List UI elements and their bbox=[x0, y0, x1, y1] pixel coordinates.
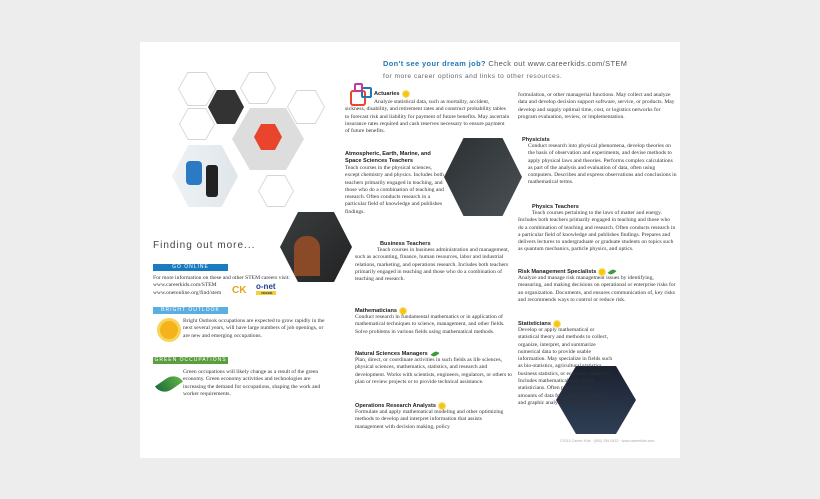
onet-logo-sub: ONLINE bbox=[256, 291, 276, 295]
career-title: Natural Sciences Managers bbox=[355, 351, 428, 357]
career-title: Operations Research Analysts bbox=[355, 403, 436, 409]
career-title: Business Teachers bbox=[380, 241, 431, 247]
section-title: Finding out more... bbox=[153, 240, 256, 251]
career-operations-research bbox=[355, 403, 510, 431]
career-title: Statisticians bbox=[518, 321, 551, 327]
career-body: Plan, direct, or coordinate activities in such fields as life sciences, physical sciences, mathematics, statistics, and research and development. Works with scientists, engineers, regulators, or others to plan or review projects or to provide technical assistance. bbox=[355, 357, 512, 385]
career-actuaries bbox=[374, 91, 509, 97]
career-body: Formulate and apply mathematical modeling and other optimizing methods to develop and interpret information that assists management with decision making, policy bbox=[355, 409, 504, 430]
career-continued-body: formulation, or other managerial functions. May collect and analyze data and develop decision support software, service, or products. May develop and supply optimal time, cost, or logistics networks for program evaluation, review, or implementation. bbox=[518, 92, 675, 120]
career-body: Conduct research in fundamental mathematics or in application of mathematical techniques to science, management, and other fields. Solve problems in various fields using mathematical methods. bbox=[355, 314, 505, 335]
sun-icon bbox=[160, 321, 178, 339]
career-statisticians bbox=[518, 321, 676, 418]
careerkids-link[interactable]: www.careerkids.com/STEM bbox=[153, 282, 217, 289]
header-rest: Check out www.careerkids.com/STEM bbox=[485, 59, 628, 68]
career-atmospheric-teachers bbox=[345, 151, 445, 216]
career-title: Physicists bbox=[522, 137, 550, 143]
career-body: Teach courses in business administration and management, such as accounting, finance, human resources, labor and industrial relations, marketing, and operations research. Includes both teachers primarily engaged in teaching and those who do a combination of teaching and research. bbox=[355, 247, 510, 283]
logo-hex-icon bbox=[354, 83, 363, 92]
career-natural-sciences-managers bbox=[355, 351, 515, 386]
bright-outlook-icon bbox=[403, 91, 409, 97]
career-body-text: Develop or apply mathematical or statistical theory and methods to collect, organize, interpret, and summarize numerical data to provide usable information. May specialize in fields such as bio-statistics, agricultural statistics, business statistics, or economic statistics. Includes mathematical and survey statisticians. Often processes large amounts of data for statistical modeling and graphic analysis, using computers. bbox=[518, 327, 613, 406]
career-title: Risk Management Specialists bbox=[518, 269, 597, 275]
career-body: Teach courses pertaining to the laws of matter and energy. Includes both teachers primarily engaged in teaching and those who do a combination of teaching and research. Often conducts research in a particular field of knowledge and publishes findings. Prepares and delivers lectures to undergraduate or graduate students on topics such as quantum mechanics, particle physics, and optics. bbox=[518, 210, 676, 253]
float-spacer bbox=[614, 363, 676, 418]
onet-link[interactable]: www.onetonline.org/find/stem bbox=[153, 289, 222, 296]
career-title: Mathematicians bbox=[355, 308, 397, 314]
go-online-label: GO ONLINE bbox=[153, 264, 228, 271]
career-body: Analyze and manage risk management issues by identifying, measuring, and making decisions on operational or enterprise risks for an organization. Documents, and ensures communication of, key risks and recommends ways to control or reduce risk. bbox=[518, 275, 676, 303]
header-line1 bbox=[383, 59, 627, 68]
ck-logo-text: CK bbox=[232, 285, 247, 296]
green-occupations-label: GREEN OCCUPATIONS bbox=[154, 357, 227, 363]
career-physics-teachers bbox=[518, 204, 676, 254]
career-business-teachers bbox=[355, 241, 510, 283]
career-title: Actuaries bbox=[374, 91, 400, 97]
career-body: Analyze statistical data, such as mortality, accident, sickness, disability, and retirement rates and construct probability tables to forecast risk and liability for payment of future benefits. May ascertain insurance rates required and cash reserves necessary to ensure payment of future benefits. bbox=[345, 99, 510, 135]
career-body bbox=[518, 327, 676, 407]
header-lead: Don't see your dream job? bbox=[383, 59, 486, 68]
bright-outlook-label: BRIGHT OUTLOOK bbox=[153, 307, 228, 314]
career-body: Conduct research into physical phenomena, develop theories on the basis of observation and experiments, and devise methods to apply physical laws and theories. Performs complex calculations as part of the analysis and evaluation of data, often using computers. Describes and express observations and conclusions in mathematical terms. bbox=[528, 143, 677, 186]
career-physicists bbox=[522, 137, 677, 187]
green-occupations-text: Green occupations will likely change as a result of the green economy. Green economy activities and technologies are increasing the demand for occupations, shaping the work and worker requirements. bbox=[183, 369, 321, 397]
footer: ©2015 Career Kids · (800) 259-0433 · www.careerkids.com bbox=[560, 439, 655, 443]
go-online-desc: For more information on these and other STEM careers visit: bbox=[153, 275, 290, 281]
onet-logo-text: o-net bbox=[256, 282, 276, 291]
career-mathematicians bbox=[355, 308, 510, 336]
bright-outlook-text: Bright Outlook occupations are expected to grow rapidly in the next several years, will have large numbers of job openings, or are new and emerging occupations. bbox=[183, 318, 325, 339]
career-body: Teach courses in the physical sciences, except chemistry and physics. Includes both teachers primarily engaged in teaching, and those who do a combination of teaching and research. Often conducts research in a particular field of knowledge and publishes findings. bbox=[345, 165, 444, 215]
careerkids-logo bbox=[232, 285, 246, 296]
header-line2: for more career options and links to other resources. bbox=[383, 73, 563, 80]
onet-logo bbox=[256, 282, 276, 295]
career-title: Atmospheric, Earth, Marine, and Space Sciences Teachers bbox=[345, 151, 431, 164]
career-risk-management bbox=[518, 269, 676, 304]
career-title: Physics Teachers bbox=[532, 204, 579, 210]
